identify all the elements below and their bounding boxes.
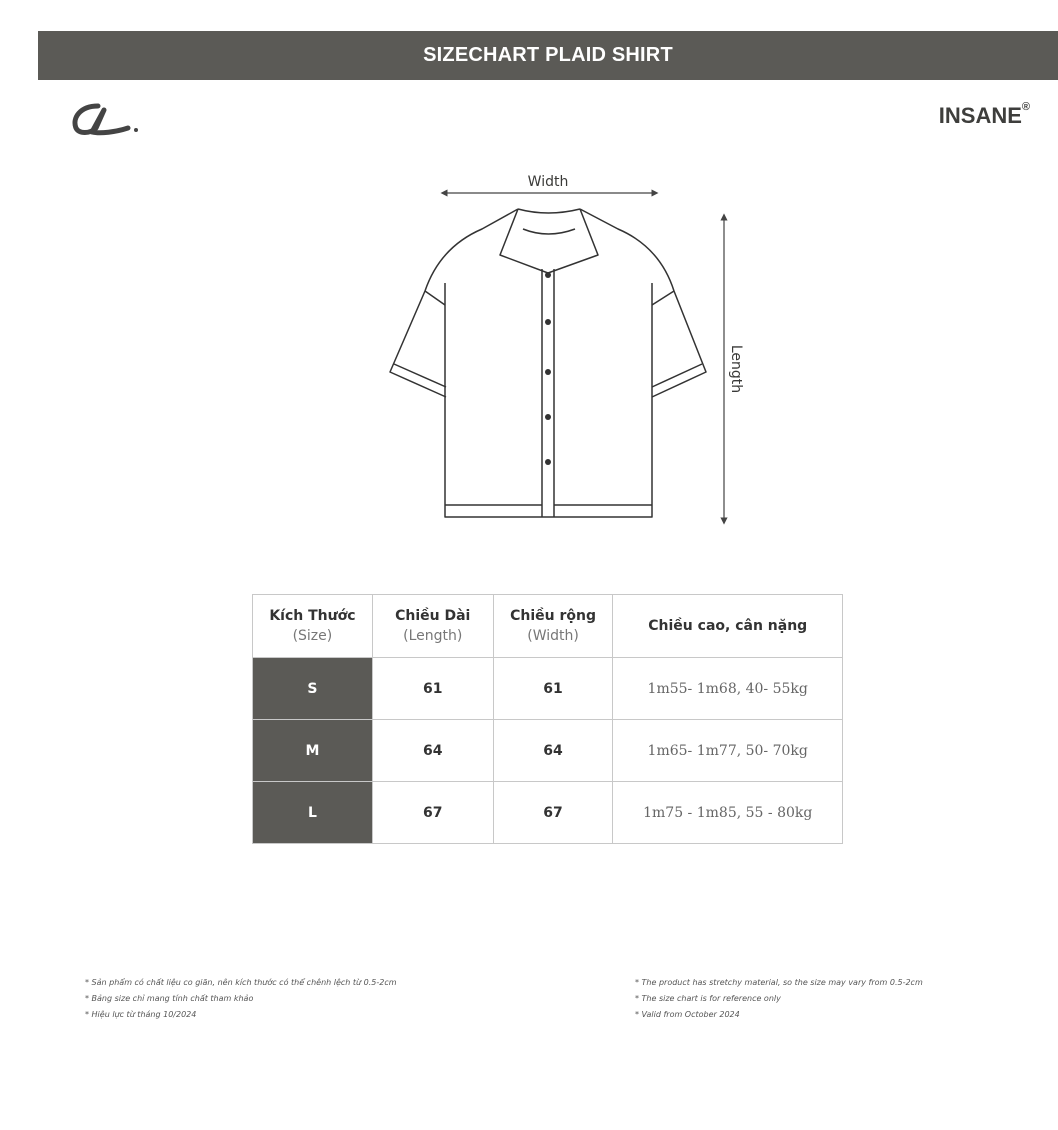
shirt-diagram [380,165,760,535]
header-size [253,595,373,658]
note-line: * The size chart is for reference only [635,994,781,1003]
length-cell: 67 [372,782,493,844]
width-label: Width [527,174,569,190]
page-title-banner [38,31,1058,80]
notes-vietnamese [85,975,397,1023]
header-length-sub: (Length) [403,628,463,644]
header-width-sub: (Width) [527,628,579,644]
header-width [493,595,613,658]
width-cell: 64 [493,720,613,782]
height-weight-cell: 1m55- 1m68, 40- 55kg [613,658,843,720]
length-cell: 61 [372,658,493,720]
header-length-main: Chiều Dài [395,608,471,624]
width-cell: 67 [493,782,613,844]
note-line: * Sản phẩm có chất liệu co giãn, nên kích thước có thể chênh lệch từ 0.5-2cm [85,978,397,987]
note-line: * Hiệu lực từ tháng 10/2024 [85,1010,197,1019]
header-size-main: Kích Thước [269,608,356,624]
table-header-row [253,595,843,658]
table-row [253,658,843,720]
note-line: * The product has stretchy material, so the size may vary from 0.5-2cm [635,978,923,987]
header-width-main: Chiều rộng [510,608,596,624]
note-line: * Valid from October 2024 [635,1010,740,1019]
header-height-weight [613,595,843,658]
note-line: * Bảng size chỉ mang tính chất tham khảo [85,994,254,1003]
brand-logo [939,103,1030,129]
header-size-sub: (Size) [292,628,333,644]
shirt-buttons [545,272,551,465]
size-cell: S [253,658,373,720]
length-label: Length [728,344,744,394]
brand-monogram-icon [70,98,150,138]
header-length [372,595,493,658]
height-weight-cell: 1m65- 1m77, 50- 70kg [613,720,843,782]
size-cell: M [253,720,373,782]
size-table [252,594,843,844]
table-row [253,720,843,782]
width-cell: 61 [493,658,613,720]
brand-name: INSANE [938,103,1022,128]
table-row [253,782,843,844]
shirt-outline [390,209,706,517]
registered-mark: ® [1021,101,1030,113]
header-height-weight-main: Chiều cao, cân nặng [648,618,808,634]
size-cell: L [253,782,373,844]
notes-english [635,975,923,1023]
height-weight-cell: 1m75 - 1m85, 55 - 80kg [613,782,843,844]
page-title: SIZECHART PLAID SHIRT [423,44,673,66]
length-cell: 64 [372,720,493,782]
